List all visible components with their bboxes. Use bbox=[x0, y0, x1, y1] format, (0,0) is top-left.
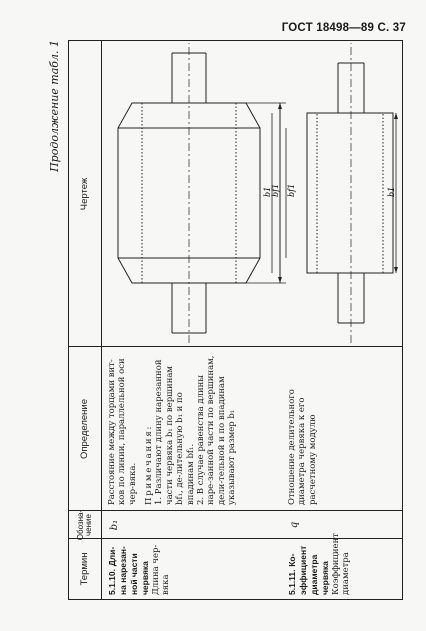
column-divider bbox=[69, 346, 402, 347]
page-header: ГОСТ 18498—89 С. 37 bbox=[281, 22, 406, 34]
note-2: 2. В случае равенства длины наре-занной части по вершинам, дели-тельной и по впадинам указывают размер b₁ bbox=[195, 355, 237, 505]
dim-label-bf1-inner: bf1 bbox=[287, 183, 296, 197]
worm-drawing bbox=[102, 43, 400, 343]
term-number: 5.1.10. bbox=[107, 569, 117, 595]
term-symbol: b₁ bbox=[109, 519, 120, 531]
table-continuation-caption: Продолжение табл. 1 bbox=[48, 40, 61, 172]
column-divider bbox=[69, 510, 402, 511]
dim-label-b1: b1 bbox=[387, 186, 396, 197]
column-divider bbox=[69, 538, 402, 539]
term-definition bbox=[107, 353, 237, 505]
column-header-term: Термин bbox=[79, 552, 91, 586]
worm-body bbox=[307, 113, 393, 273]
terms-table bbox=[68, 40, 403, 600]
term-name: Дли-на нарезан-ной части червяка bbox=[107, 546, 151, 595]
column-header-symbol: Обозна- чение bbox=[75, 509, 93, 541]
definition-text: Расстояние между торцами вит-ков по линии, параллельной оси чер-вяка. bbox=[107, 358, 138, 505]
term-synonym: Коэффициент диаметра bbox=[331, 533, 352, 595]
dim-label-bf1: bf1 bbox=[271, 183, 280, 197]
term-definition bbox=[287, 353, 318, 505]
rotated-table-stage bbox=[48, 40, 403, 600]
definition-text: Отношение делительного диаметра червяка к его расчетному модулю bbox=[287, 389, 318, 505]
column-header-definition: Определение bbox=[79, 398, 91, 460]
table-row-term bbox=[107, 541, 171, 595]
term-symbol: q bbox=[289, 521, 300, 529]
note-title: Примечания: bbox=[144, 424, 155, 505]
dim-label-b1: b1 bbox=[263, 186, 272, 197]
note-1: 1. Различают длину нарезанной части червяка b₁ по вершинам bf₁, де-лительную b₁ и по впадинам bf₁. bbox=[154, 359, 196, 505]
table-row-term bbox=[287, 533, 352, 595]
column-header-drawing: Чертеж bbox=[79, 177, 91, 211]
term-name: Ко-эффициент диаметра червяка bbox=[287, 545, 331, 595]
term-synonym: Длина чер-вяка bbox=[151, 544, 172, 595]
term-number: 5.1.11. bbox=[287, 569, 297, 595]
